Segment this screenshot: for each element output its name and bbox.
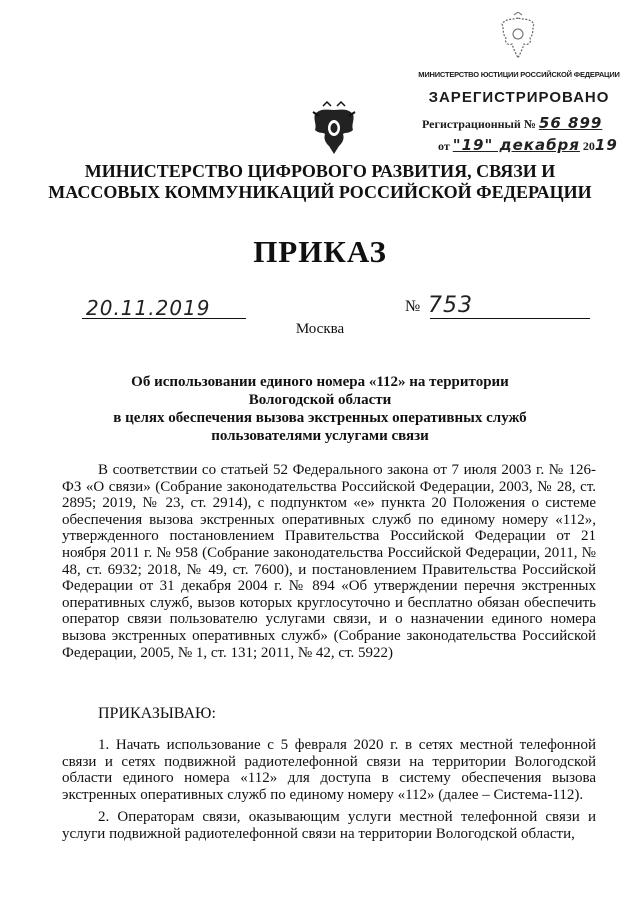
stamp-date-handwritten: "19" декабря: [452, 136, 580, 154]
ministry-line-1: МИНИСТЕРСТВО ЦИФРОВОГО РАЗВИТИЯ, СВЯЗИ И: [84, 161, 556, 181]
order-subject: [90, 373, 550, 445]
ministry-heading: [40, 161, 600, 203]
stamp-status: ЗАРЕГИСТРИРОВАНО: [428, 89, 610, 106]
stamp-year-printed: 20: [582, 139, 595, 153]
stamp-date-prefix: от: [438, 139, 450, 153]
number-underline: [430, 318, 590, 319]
subject-line-2: в целях обеспечения вызова экстренных оперативных служб: [113, 410, 527, 426]
stamp-year-handwritten: 19: [594, 136, 618, 154]
order-date: 20.11.2019: [86, 296, 211, 320]
stamp-reg-number: 56 899: [538, 114, 603, 132]
city: Москва: [295, 321, 345, 337]
order-number: 753: [428, 293, 473, 318]
stamp-reg-label: Регистрационный №: [422, 117, 536, 131]
subject-line-3: пользователями услугами связи: [211, 428, 429, 444]
order-item-2: 2. Операторам связи, оказывающим услуги местной телефонной связи и услуги подвижной радиотелефонной связи на территории Вологодской области,: [62, 809, 596, 842]
date-underline: [82, 318, 246, 319]
number-label: №: [405, 298, 421, 315]
subject-line-1: Об использовании единого номера «112» на территории Вологодской области: [131, 374, 509, 408]
preamble-paragraph: В соответствии со статьей 52 Федерального закона от 7 июля 2003 г. № 126-ФЗ «О связи» (Собрание законодательства Российской Федерации, 2003, № 28, ст. 2895; 2019, № 23, ст. 2914), с подпунктом «е» пункта 20 Положения о системе обеспечения вызова экстренных оперативных служб по единому номеру «112», утвержденного постановлением Правительства Российской Федерации от 21 ноября 2011 г. № 958 (Собрание законодательства Российской Федерации, 2011, № 48, ст. 6932; 2018, № 49, ст. 7600), и постановлением Правительства Российской Федерации от 31 декабря 2004 г. № 894 «Об утверждении перечня экстренных оперативных служб, вызов которых круглосуточно и бесплатно обязан обеспечить оператор связи пользователю услугами связи, и о назначении единого номера вызова экстренных оперативных служб» (Собрание законодательства Российской Федерации, 2005, № 1, ст. 131; 2011, № 42, ст. 5922): [62, 462, 596, 661]
registration-stamp: [416, 8, 622, 156]
ministry-line-2: МАССОВЫХ КОММУНИКАЦИЙ РОССИЙСКОЙ ФЕДЕРАЦИИ: [48, 182, 592, 202]
coat-of-arms-icon: [496, 12, 540, 62]
order-word: ПРИКАЗЫВАЮ:: [98, 705, 216, 722]
order-item-1: 1. Начать использование с 5 февраля 2020 г. в сетях местной телефонной связи и сетях подвижной радиотелефонной связи на территории Вологодской области единого номера «112» для доступа в систему обеспечения вызова экстренных оперативных служб по единому номеру «112» (далее – Система-112).: [62, 737, 596, 803]
document-title: ПРИКАЗ: [253, 234, 387, 269]
stamp-ministry-text: МИНИСТЕРСТВО ЮСТИЦИИ РОССИЙСКОЙ ФЕДЕРАЦИИ: [418, 70, 620, 79]
double-headed-eagle-icon: [309, 100, 359, 156]
